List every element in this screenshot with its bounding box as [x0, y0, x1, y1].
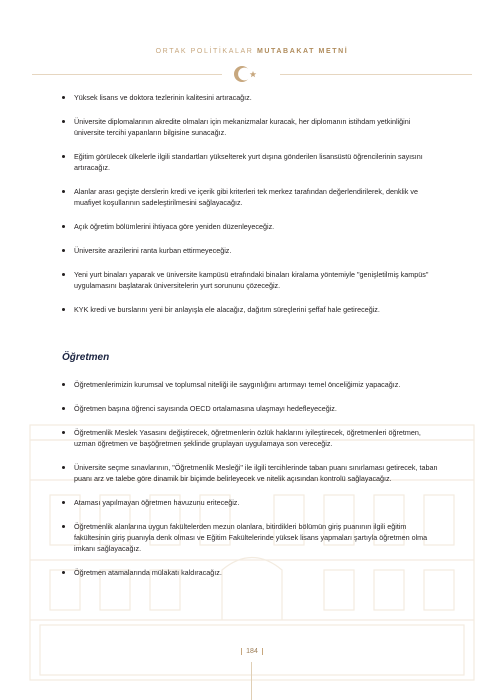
- running-header: [0, 48, 504, 55]
- list-item: Açık öğretim bölümlerini ihtiyaca göre yeniden düzenleyeceğiz.: [62, 221, 440, 232]
- list-item: Eğitim görülecek ülkelerle ilgili standartları yükselterek yurt dışına gönderilen lisansüstü öğrencilerinin sayısını artıracağız.: [62, 151, 440, 173]
- page-number-text: 184: [241, 648, 263, 655]
- header-rule-left: [32, 74, 222, 75]
- higher-education-list: [62, 92, 440, 315]
- header-title: MUTABAKAT METNİ: [256, 48, 349, 55]
- header-rule-right: [280, 74, 472, 75]
- teacher-list: [62, 379, 440, 578]
- page-number: [0, 648, 504, 655]
- list-item: Ataması yapılmayan öğretmen havuzunu eriteceğiz.: [62, 497, 440, 508]
- list-item: Üniversite seçme sınavlarının, "Öğretmenlik Mesleği" ile ilgili tercihlerinde taban puanı sınırlaması getirecek, taban puanı arz ve talebe göre dinamik bir biçimde belirleyecek ve nitelik açısından kontrolü sağlayacağız.: [62, 462, 440, 484]
- list-item: Öğretmen başına öğrenci sayısında OECD ortalamasına ulaşmayı hedefleyeceğiz.: [62, 403, 440, 414]
- header-prefix: ORTAK POLİTİKALAR: [155, 48, 254, 55]
- list-item: Öğretmen atamalarında mülakatı kaldıracağız.: [62, 567, 440, 578]
- list-item: Alanlar arası geçişte derslerin kredi ve içerik gibi kriterleri tek merkez tarafından değerlendirilerek, denklik ve muafiyet koşullarının sadeleştirilmesini sağlayacağız.: [62, 186, 440, 208]
- list-item: Üniversite arazilerini ranta kurban ettirmeyeceğiz.: [62, 245, 440, 256]
- list-item: Üniversite diplomalarının akredite olmaları için mekanizmalar kuracak, her diplomanın istihdam yetkinliğini üniversite tercihi yapanların bilgisine sunacağız.: [62, 116, 440, 138]
- crescent-star-icon: [231, 62, 261, 86]
- list-item: Yeni yurt binaları yaparak ve üniversite kampüsü etrafındaki binaları kiralama yöntemiyle "genişletilmiş kampüs" uygulamasını başlatarak üniversitelerin yurt sorununu çözeceğiz.: [62, 269, 440, 291]
- page-number-rule: [251, 662, 252, 700]
- main-content: [62, 92, 440, 591]
- list-item: KYK kredi ve burslarını yeni bir anlayışla ele alacağız, dağıtım süreçlerini şeffaf hale getireceğiz.: [62, 304, 440, 315]
- list-item: Öğretmenlik alanlarına uygun fakültelerden mezun olanlara, bitirdikleri bölümün giriş puanının ilgili eğitim fakültesinin giriş puanıyla denk olması ve Eğitim Fakültelerinde yüksek lisans yapmaları şartıyla öğretmen olma imkanı sağlayacağız.: [62, 521, 440, 554]
- list-item: Öğretmenlik Meslek Yasasını değiştirecek, öğretmenlerin özlük haklarını iyileştirecek, öğretmenleri öğretmen, uzman öğretmen ve başöğretmen şeklinde gruplayan uygulamaya son vereceğiz.: [62, 427, 440, 449]
- list-item: Öğretmenlerimizin kurumsal ve toplumsal niteliği ile saygınlığını artırmayı temel önceliğimiz yapacağız.: [62, 379, 440, 390]
- list-item: Yüksek lisans ve doktora tezlerinin kalitesini artıracağız.: [62, 92, 440, 103]
- section-title: Öğretmen: [62, 352, 110, 363]
